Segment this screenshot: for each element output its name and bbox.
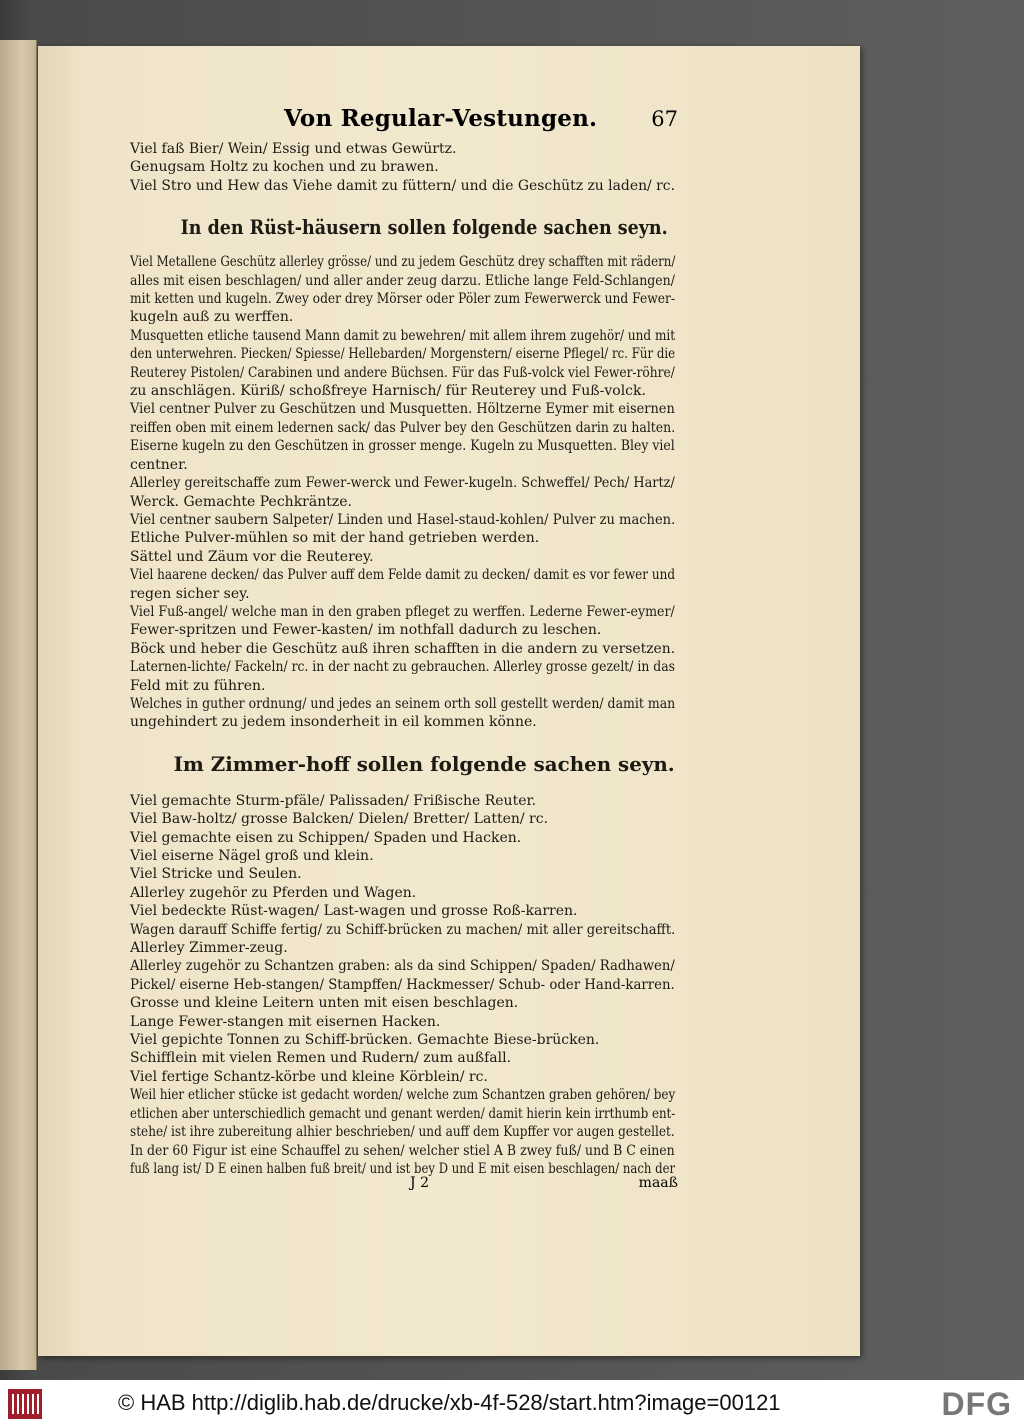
- top-line: Viel faß Bier/ Wein/ Essig und etwas Gewürtz.: [130, 141, 457, 157]
- signature-mark: J 2: [410, 1175, 429, 1191]
- zimmer-hoff-line: Allerley Zimmer-zeug.: [130, 940, 288, 957]
- ruest-haeuser-line: kugeln auß zu werffen.: [130, 309, 294, 326]
- ruest-haeuser-line: Böck und heber die Geschütz auß ihren schafften in die andern zu versetzen.: [130, 640, 676, 657]
- ruest-haeuser-line: mit ketten und kugeln. Zwey oder drey Mörser oder Pöler zum Fewerwerck und Fewer-: [130, 291, 676, 308]
- section-zimmer-hoff-text: [130, 792, 675, 1179]
- ruest-haeuser-line: ungehindert zu jedem insonderheit in eil kommen könne.: [130, 714, 537, 731]
- running-head: [248, 105, 678, 145]
- ruest-haeuser-line: Viel centner saubern Salpeter/ Linden und Hasel-staud-kohlen/ Pulver zu machen.: [130, 511, 676, 528]
- ruest-haeuser-line: alles mit eisen beschlagen/ und aller ander zeug darzu. Etliche lange Feld-Schlangen/: [130, 272, 675, 289]
- zimmer-hoff-line: Viel Stricke und Seulen.: [130, 866, 302, 883]
- section-heading-zimmer-hoff: Im Zimmer-hoff sollen folgende sachen seyn.: [173, 751, 675, 776]
- zimmer-hoff-line: Viel gemachte eisen zu Schippen/ Spaden und Hacken.: [130, 829, 522, 846]
- ruest-haeuser-line: Musquetten etliche tausend Mann damit zu bewehren/ mit allem ihrem zugehör/ und mit: [130, 327, 676, 344]
- zimmer-hoff-line: Grosse und kleine Leitern unten mit eisen beschlagen.: [130, 995, 519, 1012]
- zimmer-hoff-line: Viel fertige Schantz-körbe und kleine Körblein/ rc.: [130, 1068, 488, 1085]
- ruest-haeuser-line: den unterwehren. Piecken/ Spiesse/ Hellebarden/ Morgenstern/ eiserne Pflegel/ rc. Für die: [130, 346, 676, 363]
- top-line: Genugsam Holtz zu kochen und zu brawen.: [130, 159, 439, 176]
- zimmer-hoff-line: Schifflein mit vielen Remen und Rudern/ zum außfall.: [130, 1050, 512, 1067]
- section-ruest-haeuser-text: [130, 253, 675, 732]
- ruest-haeuser-line: zu anschlägen. Küriß/ schoßfreye Harnisch/ für Reuterey und Fuß-volck.: [130, 383, 646, 400]
- ruest-haeuser-line: Fewer-spritzen und Fewer-kasten/ im nothfall dadurch zu leschen.: [130, 622, 602, 639]
- zimmer-hoff-line: Allerley zugehör zu Schantzen graben: als da sind Schippen/ Spaden/ Radhawen/: [130, 958, 675, 975]
- ruest-haeuser-line: Laternen-lichte/ Fackeln/ rc. in der nacht zu gebrauchen. Allerley grosse gezelt/ in das: [130, 659, 675, 676]
- zimmer-hoff-line: Viel gepichte Tonnen zu Schiff-brücken. Gemachte Biese-brücken.: [130, 1032, 600, 1049]
- running-title: Von Regular-Vestungen.: [284, 105, 598, 132]
- top-line: Viel Stro und Hew das Viehe damit zu füttern/ und die Geschütz zu laden/ rc.: [130, 177, 676, 194]
- zimmer-hoff-line: In der 60 Figur ist eine Schauffel zu sehen/ welcher stiel A B zwey fuß/ und B C einen: [130, 1142, 675, 1159]
- page-number: 67: [651, 107, 678, 131]
- ruest-haeuser-line: Sättel und Zäum vor die Reuterey.: [130, 548, 374, 565]
- ruest-haeuser-line: reiffen oben mit einem ledernen sack/ das Pulver bey den Geschützen darin zu halten.: [130, 419, 676, 436]
- ruest-haeuser-line: Werck. Gemachte Pechkräntze.: [130, 493, 352, 510]
- ruest-haeuser-line: Viel Fuß-angel/ welche man in den graben pfleget zu werffen. Lederne Fewer-eymer/: [130, 603, 675, 620]
- ruest-haeuser-line: Viel Metallene Geschütz allerley grösse/ und zu jedem Geschütz drey schafften mit rädern/: [130, 254, 676, 271]
- ruest-haeuser-line: centner.: [130, 456, 188, 473]
- ruest-haeuser-line: Welches in guther ordnung/ und jedes an seinem orth soll gestellt werden/ damit man: [130, 695, 676, 712]
- previous-page-edge: [0, 40, 37, 1370]
- catchword: maaß: [638, 1175, 678, 1191]
- ruest-haeuser-line: Eiserne kugeln zu den Geschützen in grosser menge. Kugeln zu Musquetten. Bley viel: [130, 438, 675, 455]
- copyright-url[interactable]: © HAB http://diglib.hab.de/drucke/xb-4f-528/start.htm?image=00121: [118, 1390, 781, 1415]
- zimmer-hoff-line: Weil hier etlicher stücke ist gedacht worden/ welche zum Schantzen graben gehören/ bey: [130, 1087, 676, 1104]
- dfg-logo: DFG: [941, 1386, 1012, 1422]
- hab-logo-icon: [8, 1389, 42, 1419]
- ruest-haeuser-line: Viel haarene decken/ das Pulver auff dem Felde damit zu decken/ damit es vor fewer und: [130, 567, 676, 584]
- zimmer-hoff-line: Viel eiserne Nägel groß und klein.: [130, 848, 374, 864]
- zimmer-hoff-line: Viel gemachte Sturm-pfäle/ Palissaden/ Frißische Reuter.: [130, 792, 537, 809]
- ruest-haeuser-line: Feld mit zu führen.: [130, 677, 266, 694]
- ruest-haeuser-line: Allerley gereitschaffe zum Fewer-werck und Fewer-kugeln. Schweffel/ Pech/ Hartz/: [130, 475, 675, 492]
- ruest-haeuser-line: regen sicher sey.: [130, 585, 250, 602]
- zimmer-hoff-line: Lange Fewer-stangen mit eisernen Hacken.: [130, 1013, 441, 1030]
- footer-bar: [0, 1380, 1024, 1426]
- zimmer-hoff-line: Pickel/ eiserne Heb-stangen/ Stampffen/ Hackmesser/ Schub- oder Hand-karren.: [130, 976, 675, 993]
- page-text: [130, 140, 675, 1178]
- zimmer-hoff-line: fuß lang ist/ D E einen halben fuß breit/ und ist bey D und E mit eisen beschlagen/ nach der: [130, 1160, 676, 1177]
- zimmer-hoff-line: Allerley zugehör zu Pferden und Wagen.: [130, 884, 417, 901]
- zimmer-hoff-line: stehe/ ist ihre zubereitung alhier beschrieben/ und auff dem Kupffer vor augen gestellet.: [130, 1124, 675, 1141]
- zimmer-hoff-line: Viel bedeckte Rüst-wagen/ Last-wagen und grosse Roß-karren.: [130, 903, 578, 920]
- ruest-haeuser-line: Etliche Pulver-mühlen so mit der hand getrieben werden.: [130, 530, 540, 547]
- zimmer-hoff-line: etlichen aber unterschiedlich gemacht und genant werden/ damit hierin kein irrthumb ent-: [130, 1105, 676, 1122]
- zimmer-hoff-line: Wagen darauff Schiffe fertig/ zu Schiff-brücken zu machen/ mit aller gereitschafft.: [130, 921, 676, 938]
- zimmer-hoff-line: Viel Baw-holtz/ grosse Balcken/ Dielen/ Bretter/ Latten/ rc.: [130, 811, 549, 828]
- ruest-haeuser-line: Viel centner Pulver zu Geschützen und Musquetten. Höltzerne Eymer mit eisernen: [130, 401, 675, 418]
- section-heading-ruest-haeuser: In den Rüst-häusern sollen folgende sachen seyn.: [180, 215, 668, 240]
- top-lines: [130, 140, 675, 195]
- ruest-haeuser-line: Reuterey Pistolen/ Carabinen und andere Büchsen. Für das Fuß-volck viel Fewer-röhre/: [130, 364, 675, 381]
